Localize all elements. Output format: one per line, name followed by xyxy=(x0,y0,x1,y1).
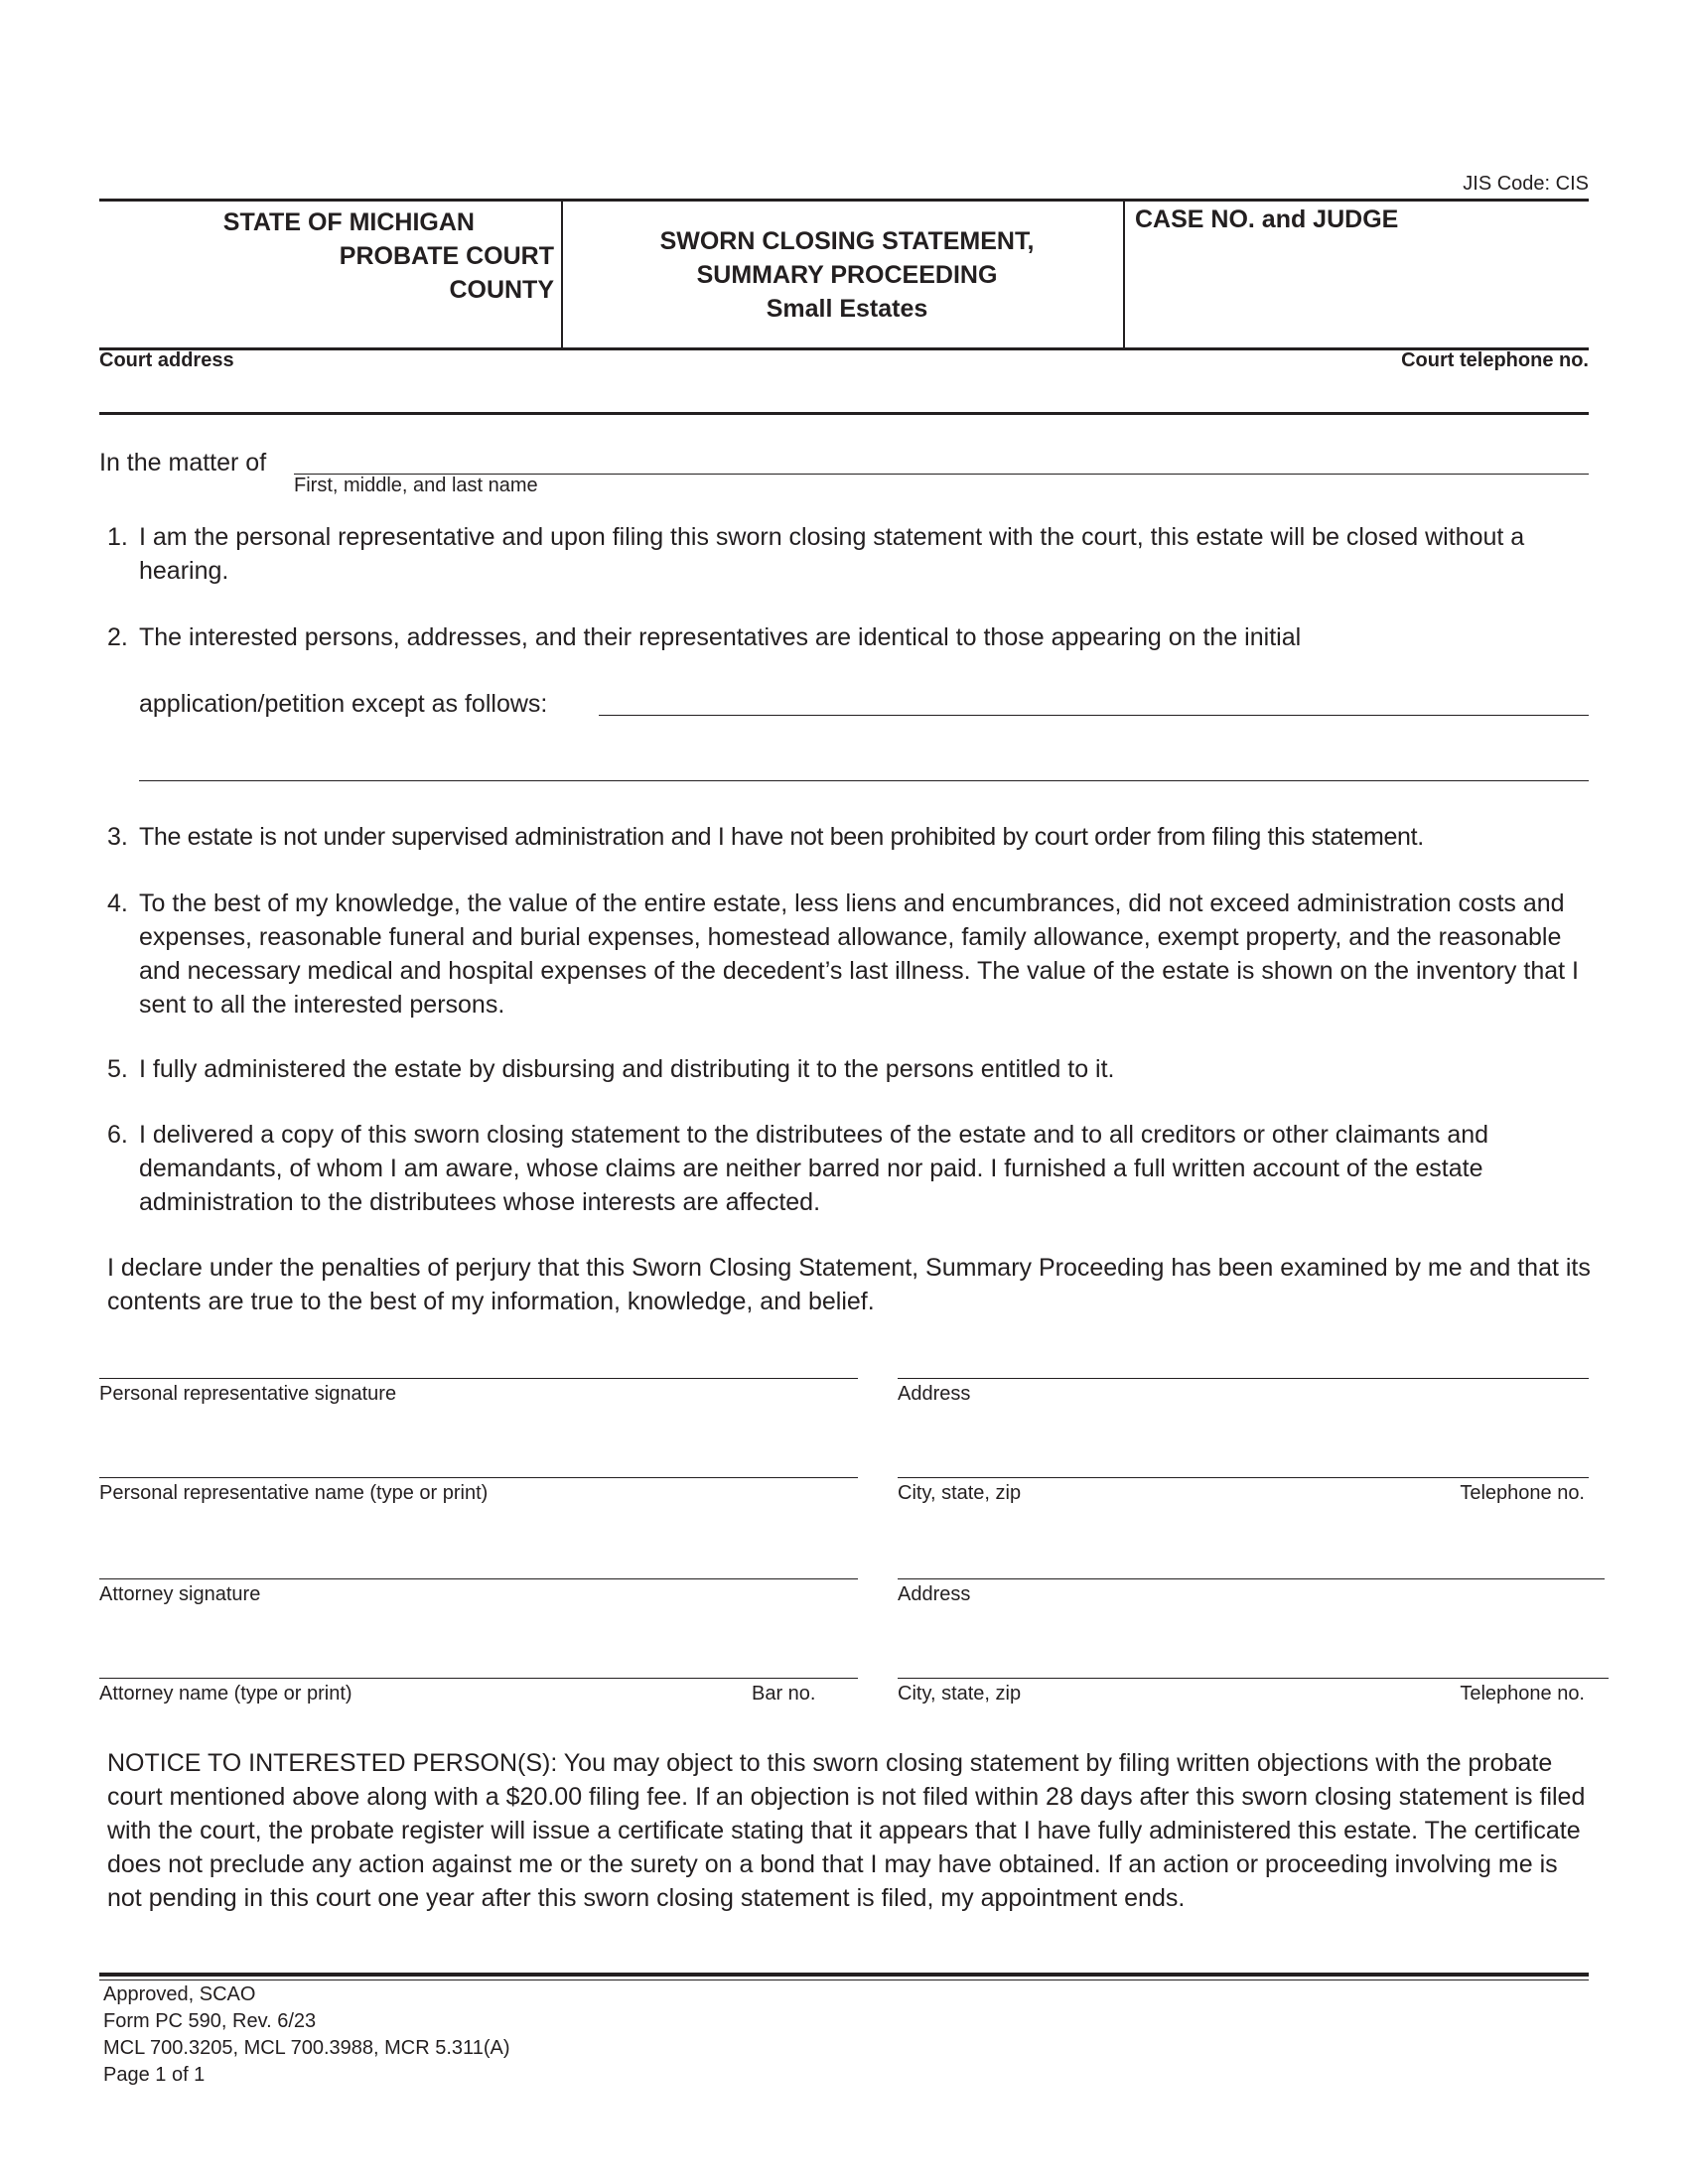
footer-rule-thin xyxy=(99,1979,1589,1980)
attorney-telephone-label: Telephone no. xyxy=(1460,1683,1585,1705)
title-line-1: SWORN CLOSING STATEMENT, xyxy=(659,227,1035,255)
case-no-field[interactable]: CASE NO. and JUDGE xyxy=(1135,205,1399,233)
attorney-city-field[interactable] xyxy=(898,1678,1609,1679)
item-1-number: 1. xyxy=(107,523,128,551)
title-line-3: Small Estates xyxy=(766,295,928,323)
footer-approved: Approved, SCAO xyxy=(103,1983,256,2005)
item-4 xyxy=(107,887,1592,1022)
item-6-number: 6. xyxy=(107,1121,128,1149)
matter-label: In the matter of xyxy=(99,449,267,477)
item-5 xyxy=(107,1052,1592,1086)
footer-statutes: MCL 700.3205, MCL 700.3988, MCR 5.311(A) xyxy=(103,2037,510,2059)
item-2-number: 2. xyxy=(107,623,128,651)
perjury-declaration: I declare under the penalties of perjury that this Sworn Closing Statement, Summary Proceeding has been examined by me and that its contents are true to the best of my information, knowledge, and belief. xyxy=(107,1254,1591,1315)
court-address-label: Court address xyxy=(99,349,234,371)
form-footer xyxy=(103,1981,509,2089)
footer-page-number: Page 1 of 1 xyxy=(103,2064,206,2086)
item-4-text: To the best of my knowledge, the value of the entire estate, less liens and encumbrances, did not exceed administration costs and expenses, reasonable funeral and burial expenses, homestead allowance, family allowance, exempt property, and the reasonable and necessary medical and hospital expenses of the decedent’s last illness. The value of the estate is shown on the inventory that I sent to all the interested persons. xyxy=(139,889,1579,1019)
item-3-text: The estate is not under supervised administration and I have not been prohibited by court order from filing this statement. xyxy=(139,823,1424,851)
item-2-text: The interested persons, addresses, and their representatives are identical to those appearing on the initial xyxy=(139,623,1302,651)
footer-rule-thick xyxy=(99,1973,1589,1977)
pr-signature-label: Personal representative signature xyxy=(99,1383,397,1405)
county-label: COUNTY xyxy=(449,276,554,304)
attorney-signature-field[interactable] xyxy=(99,1578,858,1579)
item-3-number: 3. xyxy=(107,823,128,851)
exceptions-field-line-1[interactable] xyxy=(599,715,1589,716)
attorney-city-label: City, state, zip xyxy=(898,1683,1022,1705)
item-4-number: 4. xyxy=(107,889,128,917)
pr-signature-field[interactable] xyxy=(99,1378,858,1379)
attorney-signature-label: Attorney signature xyxy=(99,1583,261,1605)
item-5-text: I fully administered the estate by disbursing and distributing it to the persons entitled to it. xyxy=(139,1055,1115,1083)
header-top-rule xyxy=(99,199,1589,202)
exceptions-field-line-2[interactable] xyxy=(139,780,1589,781)
header-divider-left xyxy=(561,199,563,349)
item-2-text-continued: application/petition except as follows: xyxy=(139,690,548,718)
notice-to-interested-persons: NOTICE TO INTERESTED PERSON(S): You may object to this sworn closing statement by filing written objections with the probate court mentioned above along with a $20.00 filing fee. If an objection is not filed within 28 days after this sworn closing statement is filed with the court, the probate register will issue a certificate stating that it appears that I have fully administered this estate. The certificate does not preclude any action against me or the surety on a bond that I may have obtained. If an action or proceeding involving me is not pending in this court one year after this sworn closing statement is filed, my appointment ends. xyxy=(107,1749,1586,1912)
pr-name-field[interactable] xyxy=(99,1477,858,1478)
pr-city-field[interactable] xyxy=(898,1477,1589,1478)
item-1 xyxy=(107,520,1592,588)
form-title xyxy=(566,224,1128,326)
court-telephone-label: Court telephone no. xyxy=(1401,349,1589,371)
header-bottom-rule xyxy=(99,347,1589,350)
court-identity xyxy=(99,205,554,307)
pr-name-label: Personal representative name (type or print) xyxy=(99,1482,489,1504)
title-line-2: SUMMARY PROCEEDING xyxy=(696,261,998,289)
pr-city-label: City, state, zip xyxy=(898,1482,1022,1504)
attorney-name-label: Attorney name (type or print) xyxy=(99,1683,352,1705)
item-2 xyxy=(107,620,1592,654)
attorney-address-field[interactable] xyxy=(898,1578,1605,1579)
item-5-number: 5. xyxy=(107,1055,128,1083)
bar-no-label: Bar no. xyxy=(752,1683,816,1705)
item-6 xyxy=(107,1118,1592,1219)
item-6-text: I delivered a copy of this sworn closing statement to the distributees of the estate and to all creditors or other claimants and demandants, of whom I am aware, whose claims are neither barred nor paid. I furnished a full written account of the estate administration to the distributees whose interests are affected. xyxy=(139,1121,1489,1216)
attorney-name-field[interactable] xyxy=(99,1678,858,1679)
matter-name-caption: First, middle, and last name xyxy=(294,475,538,496)
court-name: PROBATE COURT xyxy=(339,242,554,270)
pr-telephone-label: Telephone no. xyxy=(1460,1482,1585,1504)
item-1-text: I am the personal representative and upon filing this sworn closing statement with the court, this estate will be closed without a hearing. xyxy=(139,523,1525,585)
state-name: STATE OF MICHIGAN xyxy=(222,208,475,236)
footer-form-number: Form PC 590, Rev. 6/23 xyxy=(103,2010,317,2032)
attorney-address-label: Address xyxy=(898,1583,971,1605)
pr-address-field[interactable] xyxy=(898,1378,1589,1379)
pr-address-label: Address xyxy=(898,1383,971,1405)
court-address-rule xyxy=(99,412,1589,415)
item-3 xyxy=(107,820,1597,854)
jis-code: JIS Code: CIS xyxy=(1463,173,1589,195)
